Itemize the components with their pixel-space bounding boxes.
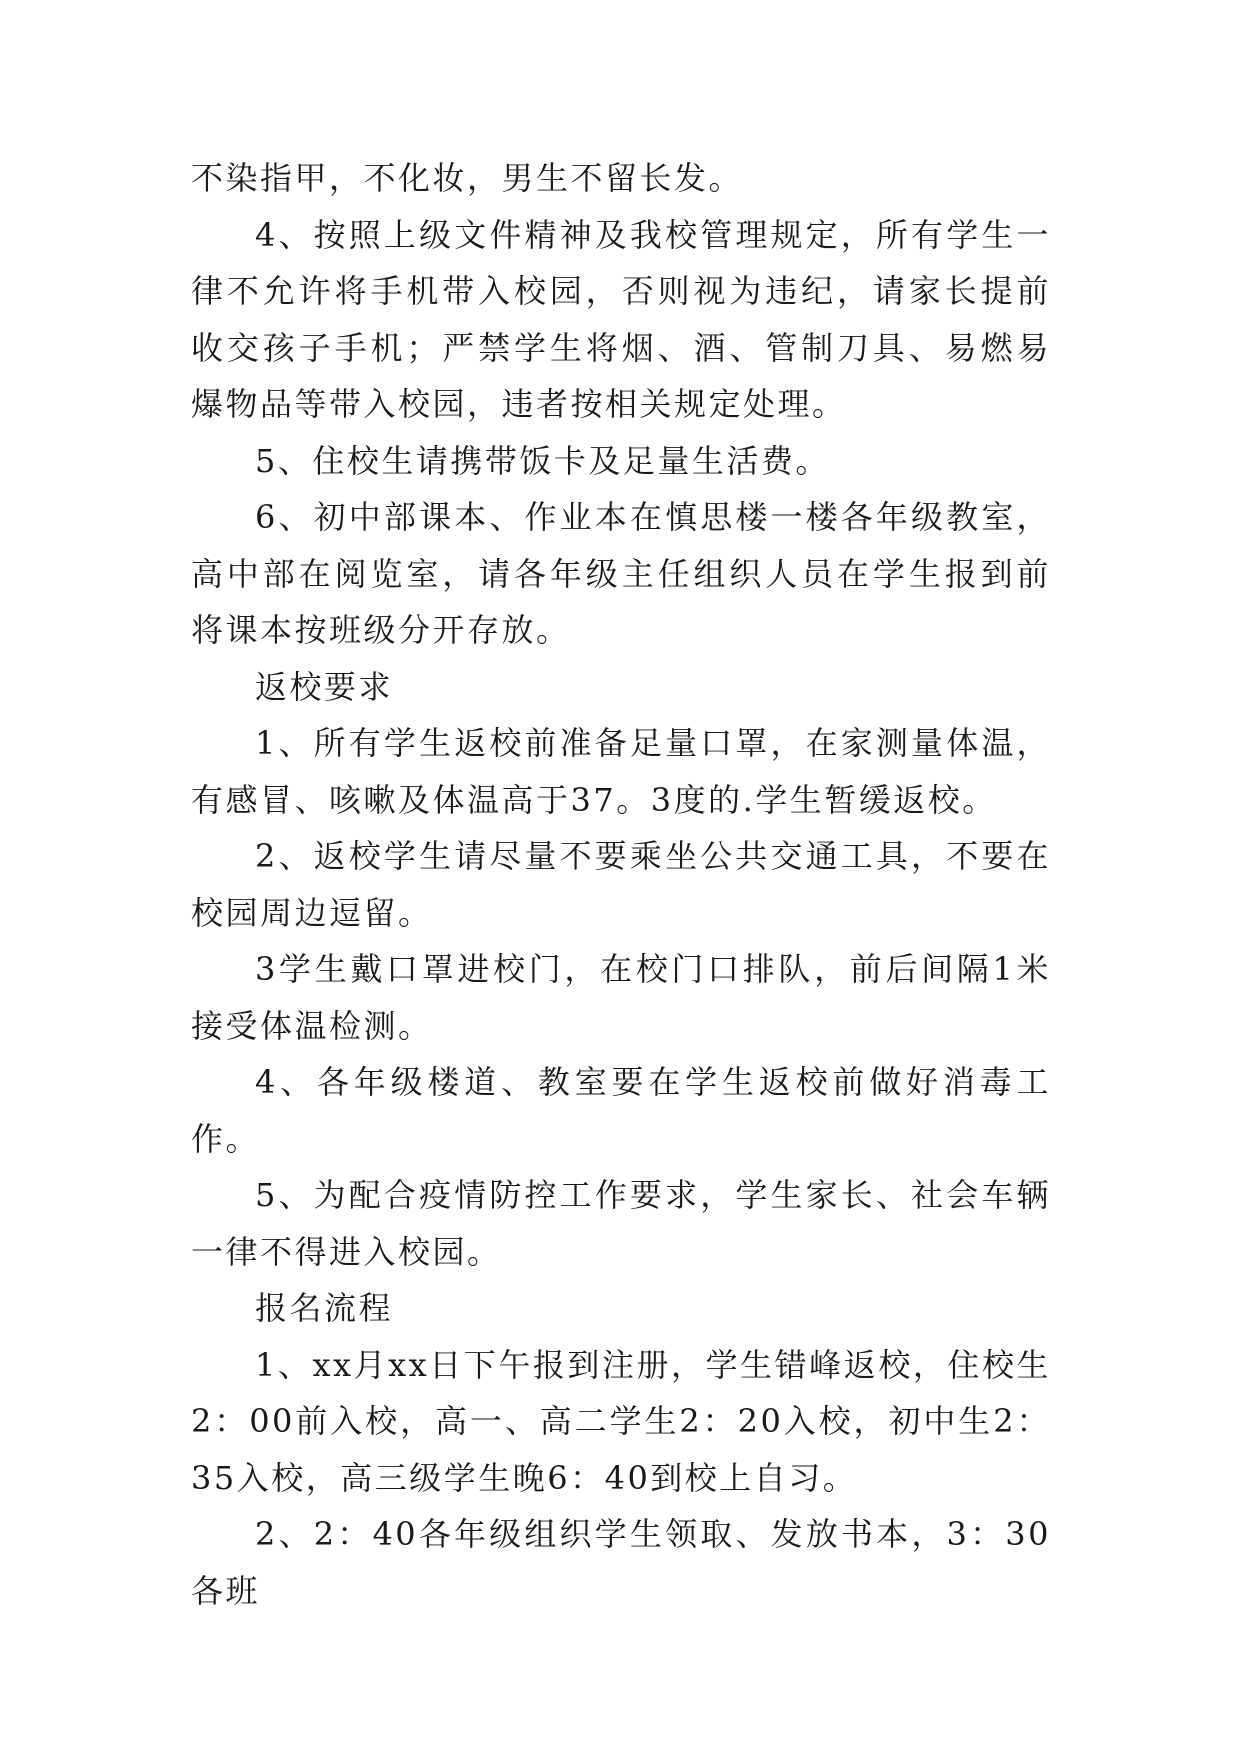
- paragraph-dress-code-end: 不染指甲，不化妆，男生不留长发。: [191, 159, 744, 197]
- paragraph-book-distribution: 2、2：40各年级组织学生领取、发放书本，3：30各班: [191, 1515, 1051, 1610]
- paragraph-masks-temperature: 1、所有学生返校前准备足量口罩，在家测量体温，有感冒、咳嗽及体温高于37。3度的.学生暂缓返校。: [191, 724, 1051, 819]
- paragraph-phone-ban: 4、按照上级文件精神及我校管理规定，所有学生一律不允许将手机带入校园，否则视为违纪，请家长提前收交孩子手机；严禁学生将烟、酒、管制刀具、易燃易爆物品等带入校园，违者按相关规定处理。: [191, 215, 1051, 423]
- paragraph-vehicles: 5、为配合疫情防控工作要求，学生家长、社会车辆一律不得进入校园。: [191, 1176, 1051, 1271]
- paragraph-textbooks: 6、初中部课本、作业本在慎思楼一楼各年级教室，高中部在阅览室，请各年级主任组织人员在学生报到前将课本按班级分开存放。: [191, 498, 1051, 649]
- paragraph-boarding-card: 5、住校生请携带饭卡及足量生活费。: [255, 441, 830, 480]
- paragraph-registration-times: 1、xx月xx日下午报到注册，学生错峰返校，住校生2：00前入校，高一、高二学生2：20入校，初中生2：35入校，高三级学生晚6：40到校上自习。: [191, 1345, 1051, 1497]
- document-body: [191, 150, 1051, 1619]
- section-heading-return-requirements: 返校要求: [255, 667, 394, 706]
- paragraph-disinfection: 4、各年级楼道、教室要在学生返校前做好消毒工作。: [191, 1063, 1051, 1158]
- paragraph-transport: 2、返校学生请尽量不要乘坐公共交通工具，不要在校园周边逗留。: [191, 837, 1051, 932]
- section-heading-registration-process: 报名流程: [255, 1289, 394, 1327]
- paragraph-gate-check: 3学生戴口罩进校门，在校门口排队，前后间隔1米接受体温检测。: [191, 950, 1051, 1045]
